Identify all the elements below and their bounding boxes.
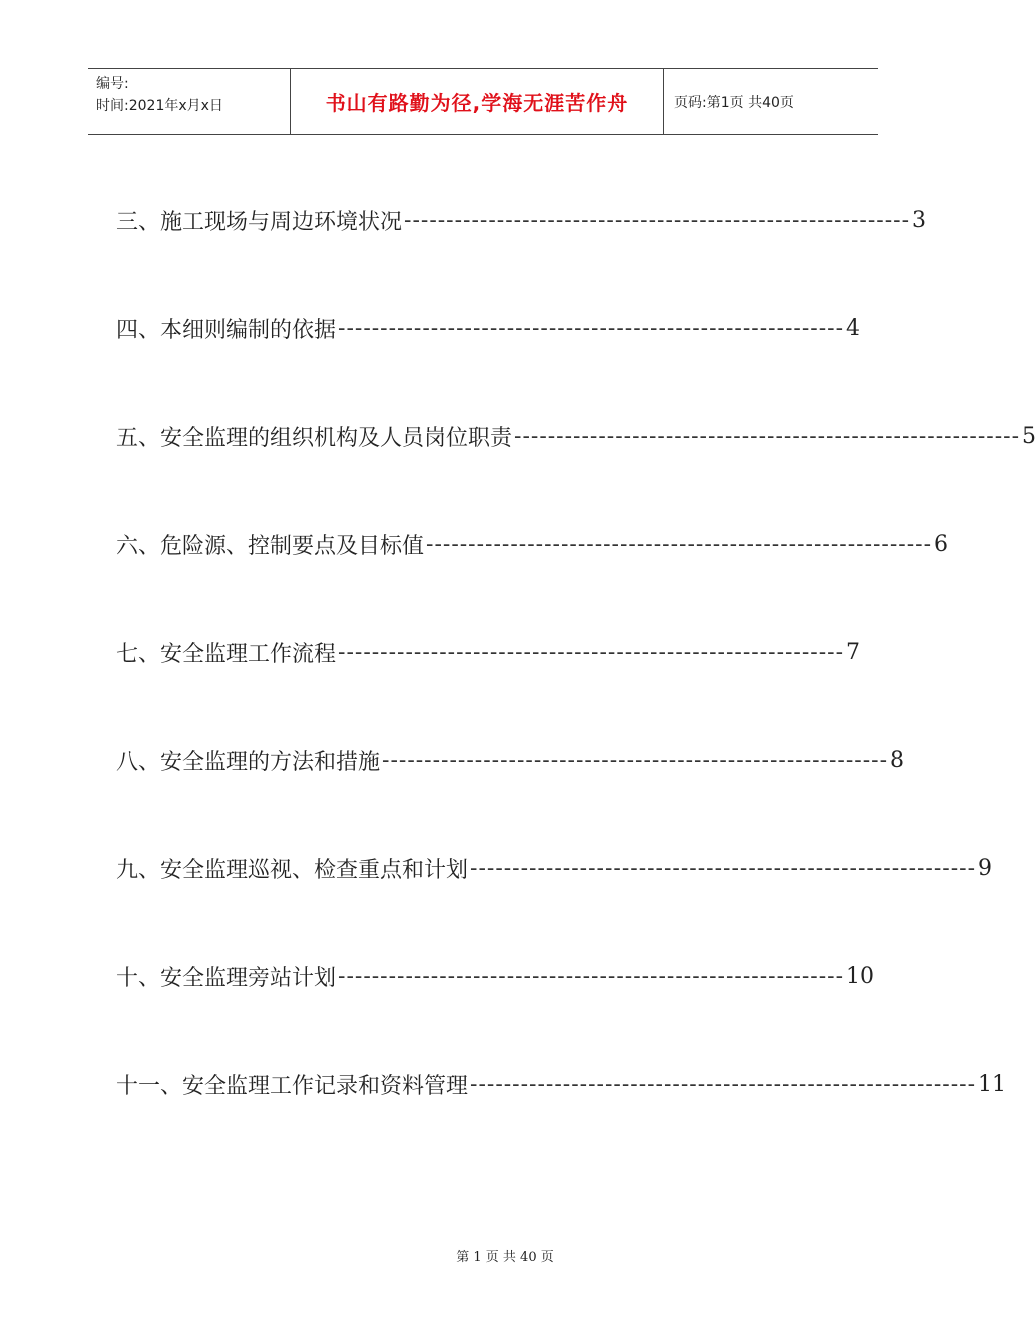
toc-entry-page: 8 (890, 747, 905, 773)
toc-leader: ------------------------------------------------------------ (470, 1071, 977, 1097)
toc-leader: ------------------------------------------------------------ (514, 423, 1021, 449)
toc-entry[interactable] (116, 598, 861, 706)
toc-entry-label: 五、安全监理的组织机构及人员岗位职责 (116, 425, 513, 451)
toc-leader: ------------------------------------------------------------ (426, 531, 933, 557)
header-time: 时间:2021年x月x日 (96, 98, 223, 114)
header-meta (88, 69, 290, 134)
toc-leader: ------------------------------------------------------------ (470, 855, 977, 881)
toc-entry[interactable] (116, 490, 949, 598)
toc-entry-page: 7 (846, 639, 861, 665)
toc-entry[interactable] (116, 814, 993, 922)
toc-entry-label: 十、安全监理旁站计划 (116, 965, 337, 991)
toc-entry-label: 四、本细则编制的依据 (116, 317, 337, 343)
toc-entry-label: 十一、安全监理工作记录和资料管理 (116, 1073, 469, 1099)
toc-entry-page: 6 (934, 531, 949, 557)
toc-leader: ------------------------------------------------------------ (338, 963, 845, 989)
toc-leader: ------------------------------------------------------------ (338, 639, 845, 665)
toc-entry-page: 3 (912, 207, 927, 233)
page-footer: 第 1 页 共 40 页 (456, 1250, 554, 1265)
toc-entry[interactable] (116, 922, 875, 1030)
toc-entry-label: 八、安全监理的方法和措施 (116, 749, 381, 775)
toc-entry[interactable] (116, 166, 927, 274)
toc-entry[interactable] (116, 382, 1036, 490)
toc-entry-page: 10 (846, 963, 875, 989)
toc-entry-label: 六、危险源、控制要点及目标值 (116, 533, 425, 559)
header-number: 编号: (96, 76, 129, 92)
toc-entry-page: 11 (978, 1071, 1007, 1097)
toc-leader: ------------------------------------------------------------ (382, 747, 889, 773)
toc-entry[interactable] (116, 706, 905, 814)
toc-entry-page: 4 (846, 315, 861, 341)
page-header (88, 68, 878, 135)
toc-leader: ------------------------------------------------------------ (338, 315, 845, 341)
toc-entry-label: 七、安全监理工作流程 (116, 641, 337, 667)
header-page-info: 页码:第1页 共40页 (674, 94, 794, 111)
header-motto: 书山有路勤为径,学海无涯苦作舟 (290, 69, 664, 134)
toc-entry-page: 9 (978, 855, 993, 881)
toc-entry-page: 5 (1022, 423, 1036, 449)
toc-entry[interactable] (116, 1030, 1007, 1138)
toc-entry-label: 三、施工现场与周边环境状况 (116, 209, 403, 235)
toc-entry-label: 九、安全监理巡视、检查重点和计划 (116, 857, 469, 883)
toc-leader: ------------------------------------------------------------ (404, 207, 911, 233)
toc-entry[interactable] (116, 274, 861, 382)
table-of-contents (116, 166, 1036, 1138)
